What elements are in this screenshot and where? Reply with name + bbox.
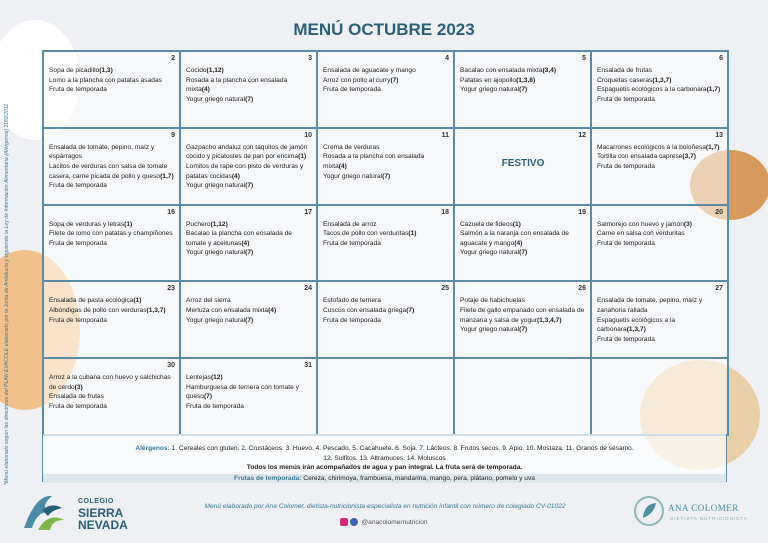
dish-text: Yogur griego natural bbox=[186, 316, 246, 324]
dish-line bbox=[49, 296, 175, 306]
allergen-codes: (4) bbox=[268, 306, 277, 314]
allergens-label: Alérgenos: bbox=[135, 445, 170, 452]
menu-day-cell bbox=[454, 205, 591, 282]
dish-line bbox=[597, 229, 723, 239]
day-number: 18 bbox=[441, 208, 449, 216]
menu-day-cell bbox=[317, 358, 454, 435]
allergen-codes: (1,12) bbox=[210, 220, 228, 228]
allergen-codes: (7) bbox=[519, 326, 528, 334]
day-number: 9 bbox=[171, 131, 175, 139]
dish-text: Merluza con ensalada mixta bbox=[186, 306, 269, 314]
menu-day-cell bbox=[591, 128, 728, 205]
allergen-codes: (7) bbox=[519, 86, 528, 94]
nutritionist-subtitle: DIETISTA NUTRICIONISTA bbox=[670, 516, 748, 521]
dish-text: Lacitos de verduras con salsa de tomate casera, carne picada de pollo y queso bbox=[49, 162, 168, 180]
dish-text: Sopa de picadillo bbox=[49, 67, 100, 74]
leaf-logo-icon bbox=[632, 494, 666, 528]
dish-text: Filete de gallo empanado con ensalada de manzana y salsa de yogur bbox=[460, 306, 585, 324]
school-logo-line2: SIERRA bbox=[78, 506, 124, 520]
dish-text: Patatas en ajopollo bbox=[460, 76, 517, 84]
dish-line bbox=[323, 220, 449, 230]
allergen-codes: (7) bbox=[390, 76, 399, 84]
dish-line bbox=[186, 306, 312, 316]
menu-day-cell bbox=[317, 128, 454, 205]
dish-text: Cocido bbox=[186, 67, 207, 74]
menu-day-cell bbox=[317, 281, 454, 358]
allergen-codes: (1) bbox=[133, 297, 142, 305]
day-number: 6 bbox=[719, 55, 723, 62]
dish-line bbox=[186, 229, 312, 248]
dish-text: Albóndigas de pollo con verduras bbox=[49, 306, 147, 314]
dish-text: Yogur griego natural bbox=[460, 249, 520, 257]
menu-day-cell bbox=[454, 51, 591, 128]
allergen-codes: (1,3) bbox=[99, 67, 113, 74]
dish-text: Fruta de temporada bbox=[323, 86, 381, 94]
menu-day-cell bbox=[454, 281, 591, 358]
day-number: 5 bbox=[582, 55, 586, 62]
menu-day-cell bbox=[454, 128, 591, 205]
dish-line bbox=[323, 152, 449, 171]
dish-line bbox=[597, 85, 723, 95]
dish-text: Hamburguesa de ternera con tomate y queso bbox=[186, 383, 299, 401]
dish-line bbox=[323, 239, 449, 249]
day-number: 16 bbox=[167, 208, 175, 216]
footer-credit: Menú elaborado por Ana Colomer, dietista-nutricionista especialista en nutrición infantil con número de colegiado CV-01022 bbox=[204, 503, 566, 510]
day-number: 17 bbox=[304, 208, 312, 216]
dish-text: Sopa de verduras y letras bbox=[49, 220, 125, 228]
dish-line bbox=[597, 239, 723, 249]
allergen-codes: (7) bbox=[245, 95, 254, 103]
dish-text: Tortilla con ensalada caprese bbox=[597, 153, 683, 161]
dish-text: Lomitos de rape con pisto de verduras y patatas cocidas bbox=[186, 162, 304, 180]
page-title: MENÚ OCTUBRE 2023 bbox=[293, 20, 475, 39]
dish-line bbox=[186, 373, 312, 383]
dish-line bbox=[460, 229, 586, 248]
menu-day-cell bbox=[454, 358, 591, 435]
dish-line bbox=[323, 66, 449, 76]
dish-line bbox=[49, 306, 175, 316]
dish-text: Salmorejo con huevo y jamón bbox=[597, 220, 684, 228]
dish-line bbox=[460, 306, 586, 325]
dish-line bbox=[186, 248, 312, 258]
day-number: 13 bbox=[715, 131, 723, 139]
allergen-codes: (4) bbox=[241, 239, 250, 247]
dish-line bbox=[186, 162, 312, 181]
allergen-codes: (3,4) bbox=[542, 67, 557, 74]
dish-line bbox=[49, 85, 175, 95]
mountain-logo-icon bbox=[22, 490, 66, 534]
dish-text: Yogur griego natural bbox=[186, 95, 246, 103]
menu-day-cell bbox=[43, 128, 180, 205]
day-number: 26 bbox=[578, 285, 586, 293]
dish-line bbox=[186, 95, 312, 105]
dish-line bbox=[186, 143, 312, 162]
allergen-codes: (7) bbox=[519, 249, 528, 257]
allergen-codes: (1) bbox=[124, 220, 133, 228]
dish-text: Gazpacho andaluz con taquitos de jamón cocido y picatostes de pan por encima bbox=[186, 143, 308, 161]
day-number: 20 bbox=[715, 208, 723, 216]
dish-text: Ensalada de frutas bbox=[49, 393, 104, 401]
allergens-line-2: 12. Sulfitos. 13. Altramuces. 14. Moluscos bbox=[323, 454, 446, 462]
menu-day-cell bbox=[43, 51, 180, 128]
menu-day-cell bbox=[591, 51, 728, 128]
dish-text: Fruta de temporada bbox=[49, 182, 107, 190]
dish-line bbox=[49, 402, 175, 412]
dish-text: Puchero bbox=[186, 220, 211, 228]
allergen-codes: (7) bbox=[245, 182, 254, 190]
dish-line bbox=[186, 383, 312, 402]
allergen-codes: (3) bbox=[74, 383, 83, 391]
dish-text: Arroz con pollo al curry bbox=[323, 76, 391, 84]
dish-line bbox=[186, 76, 312, 95]
dish-line bbox=[460, 85, 586, 95]
dish-line bbox=[323, 306, 449, 316]
dish-text: Bacalao con ensalada mixta bbox=[460, 67, 543, 74]
dish-text: Ensalada de tomate, pepino, maíz y espárragos bbox=[49, 143, 155, 161]
day-number: 30 bbox=[167, 362, 175, 370]
day-number: 11 bbox=[441, 131, 449, 139]
menu-day-cell bbox=[180, 51, 317, 128]
dish-text: Estofado de ternera bbox=[323, 297, 381, 305]
dish-text: Yogur griego natural bbox=[460, 326, 520, 334]
dish-text: Espaguetis ecológicos a la carbonara bbox=[597, 86, 707, 94]
dish-line bbox=[323, 76, 449, 86]
dish-text: Fruta de temporada bbox=[323, 239, 381, 247]
day-number: 10 bbox=[304, 131, 312, 139]
dish-line bbox=[49, 373, 175, 392]
allergen-codes: (7) bbox=[245, 249, 254, 257]
dish-line bbox=[460, 76, 586, 86]
dish-line bbox=[597, 316, 723, 335]
dish-line bbox=[49, 162, 175, 181]
dish-text: Filete de lomo con patatas y champiñones bbox=[49, 230, 173, 238]
dish-text: Ensalada de arroz bbox=[323, 220, 377, 228]
nutritionist-logo bbox=[632, 490, 760, 534]
allergens-line bbox=[43, 444, 726, 454]
dish-text: Tacos de pollo con verduritas bbox=[323, 230, 409, 238]
dish-line bbox=[597, 152, 723, 162]
dish-text: Ensalada de frutas bbox=[597, 67, 652, 74]
allergen-codes: (1,3,4,7) bbox=[536, 316, 562, 324]
allergen-codes: (1,3,7) bbox=[146, 306, 166, 314]
day-number: 19 bbox=[578, 208, 586, 216]
menu-day-cell bbox=[43, 281, 180, 358]
allergen-codes: (7) bbox=[406, 306, 415, 314]
menu-day-cell bbox=[180, 281, 317, 358]
allergen-codes: (1,7) bbox=[706, 86, 721, 94]
nutritionist-name: ANA COLOMER bbox=[668, 503, 739, 513]
dish-text: Lomo a la plancha con patatas asadas bbox=[49, 76, 162, 84]
dish-line bbox=[49, 316, 175, 326]
dish-line bbox=[460, 220, 586, 230]
allergen-codes: (1,12) bbox=[206, 67, 224, 74]
dish-line bbox=[49, 76, 175, 86]
dish-text: Ensalada de aguacate y mango bbox=[323, 67, 416, 74]
dish-line bbox=[186, 66, 312, 76]
dish-text: Cuscús con ensalada griega bbox=[323, 306, 407, 314]
dish-text: Rosada a la plancha con ensalada mixta bbox=[323, 153, 425, 170]
allergen-codes: (3,7) bbox=[682, 153, 696, 161]
dish-line bbox=[460, 325, 586, 335]
menu-day-cell bbox=[317, 51, 454, 128]
dish-text: Croquetas caseras bbox=[597, 76, 653, 84]
day-number: 25 bbox=[441, 285, 449, 293]
facebook-icon bbox=[350, 518, 358, 526]
dish-text: Fruta de temporada bbox=[597, 95, 655, 103]
dish-line bbox=[49, 392, 175, 402]
allergen-codes: (1,7) bbox=[705, 143, 720, 151]
allergen-codes: (1) bbox=[298, 153, 307, 161]
dish-text: Fruta de temporada bbox=[186, 402, 244, 410]
dish-text: Yogur griego natural bbox=[460, 86, 520, 94]
water-bread-note: Todos los menús irán acompañados de agua y pan integral. La fruta será de temporada. bbox=[246, 464, 523, 471]
dish-text: Fruta de temporada bbox=[49, 402, 107, 410]
allergen-codes: (12) bbox=[210, 374, 223, 382]
menu-day-cell bbox=[180, 358, 317, 435]
menu-day-cell bbox=[180, 205, 317, 282]
dish-line bbox=[323, 296, 449, 306]
menu-day-cell bbox=[317, 205, 454, 282]
dish-text: Rosada a la plancha con ensalada mixta bbox=[186, 76, 288, 94]
dish-text: Yogur griego natural bbox=[186, 182, 246, 190]
dish-line bbox=[186, 402, 312, 412]
dish-line bbox=[460, 296, 586, 306]
dish-text: Potaje de habichuelas bbox=[460, 297, 525, 305]
dish-text: Salmón a la naranja con ensalada de aguacate y mango bbox=[460, 230, 569, 247]
school-logo bbox=[22, 488, 142, 538]
dish-text: Fruta de temporada bbox=[49, 316, 107, 324]
instagram-icon bbox=[340, 518, 348, 526]
allergen-codes: (1,3,7) bbox=[626, 326, 646, 334]
day-number: 23 bbox=[167, 285, 175, 293]
allergen-codes: (1,3,8) bbox=[516, 76, 536, 84]
menu-day-cell bbox=[591, 358, 728, 435]
holiday-label: FESTIVO bbox=[501, 157, 545, 169]
dish-line bbox=[49, 229, 175, 239]
allergen-codes: (4) bbox=[231, 172, 240, 180]
dish-text: Fruta de temporada bbox=[597, 239, 655, 247]
dish-text: Ensalada de tomate, pepino, maíz y zanahoria rallada bbox=[597, 297, 703, 314]
menu-day-cell bbox=[43, 358, 180, 435]
allergen-codes: (3) bbox=[683, 220, 692, 228]
menu-day-cell bbox=[591, 205, 728, 282]
allergen-codes: (7) bbox=[382, 172, 391, 180]
dish-line bbox=[597, 335, 723, 345]
allergen-codes: (7) bbox=[203, 393, 213, 401]
dish-text: Fruta de temporada bbox=[323, 316, 381, 324]
dish-line bbox=[186, 296, 312, 306]
dish-text: Yogur griego natural bbox=[186, 249, 246, 257]
dish-text: Arroz a la cubana con huevo y salchichas de cerdo bbox=[49, 374, 171, 391]
dish-line bbox=[323, 143, 449, 153]
dish-text: Fruta de temporada bbox=[49, 239, 107, 247]
dish-text: Lentejas bbox=[186, 374, 211, 382]
dish-line bbox=[597, 95, 723, 105]
fruits-label: Frutas de temporada: bbox=[234, 474, 302, 482]
allergen-codes: (4) bbox=[201, 86, 210, 94]
day-number: 3 bbox=[308, 55, 312, 62]
fruits-text: Cereza, chirimoya, frambuesa, mandarina, mango, pera, plátano, pomelo y uva bbox=[301, 474, 535, 482]
dish-line bbox=[597, 143, 723, 153]
dish-line bbox=[597, 66, 723, 76]
allergen-codes: (1,3,7) bbox=[652, 76, 672, 84]
day-number: 2 bbox=[171, 55, 175, 62]
day-number: 27 bbox=[715, 285, 723, 293]
allergen-codes: (1) bbox=[512, 220, 521, 228]
dish-text: Fruta de temporada bbox=[49, 86, 107, 94]
day-number: 12 bbox=[578, 131, 586, 139]
dish-line bbox=[186, 316, 312, 326]
dish-line bbox=[49, 181, 175, 191]
dish-line bbox=[49, 220, 175, 230]
allergen-codes: (1) bbox=[408, 230, 417, 238]
dish-line bbox=[323, 85, 449, 95]
dish-text: Bacalao la plancha con ensalada de tomate y aceitunas bbox=[186, 230, 292, 247]
allergen-codes: (1,7) bbox=[160, 172, 174, 180]
dish-text: Arroz del sierra bbox=[186, 297, 231, 305]
menu-day-cell bbox=[43, 205, 180, 282]
dish-line bbox=[460, 248, 586, 258]
menu-day-cell bbox=[180, 128, 317, 205]
side-note: *Menú elaborado según las directrices del PLAN EVACOLE elaborado por la Junta de Andalucía y siguiendo la Ley de Información Alimentaria (Alérgenos) 1169/2011 bbox=[4, 103, 10, 485]
dish-line bbox=[186, 181, 312, 191]
dish-text: Carne en salsa con verduritas bbox=[597, 230, 685, 238]
dish-line bbox=[49, 239, 175, 249]
menu-grid bbox=[42, 50, 729, 436]
day-number: 24 bbox=[304, 285, 312, 293]
dish-text: Espaguetis ecológicos a la carbonara bbox=[597, 316, 676, 334]
dish-line bbox=[49, 66, 175, 76]
dish-line bbox=[597, 162, 723, 172]
allergen-codes: (4) bbox=[514, 239, 523, 247]
dish-text: Fruta de temporada bbox=[597, 162, 655, 170]
allergens-text: 1. Cereales con gluten. 2. Crustáceos. 3. Huevo. 4. Pescado. 5. Cacahuete. 6. Soja. 7. Lácteos. 8. Frutos secos. 9. Apio. 10. Mostaza. 11. Granos de sésamo. bbox=[169, 445, 634, 452]
legend-box bbox=[42, 434, 727, 482]
social-handle: @anacolomernutricion bbox=[361, 518, 428, 526]
dish-line bbox=[186, 220, 312, 230]
dish-text: Crema de verduras bbox=[323, 143, 380, 151]
allergen-codes: (4) bbox=[338, 162, 347, 170]
dish-line bbox=[597, 76, 723, 86]
fruits-line bbox=[43, 474, 726, 484]
dish-text: Cazuela de fideos bbox=[460, 220, 513, 228]
day-number: 31 bbox=[304, 362, 312, 370]
dish-text: Fruta de temporada bbox=[597, 335, 655, 343]
dish-text: Yogur griego natural bbox=[323, 172, 383, 180]
dish-line bbox=[323, 229, 449, 239]
menu-day-cell bbox=[591, 281, 728, 358]
dish-text: Ensalada de pasta ecológica bbox=[49, 297, 134, 305]
school-logo-line3: NEVADA bbox=[78, 518, 128, 532]
dish-line bbox=[323, 172, 449, 182]
dish-line bbox=[49, 143, 175, 162]
allergen-codes: (7) bbox=[245, 316, 254, 324]
day-number: 4 bbox=[445, 55, 449, 62]
dish-line bbox=[597, 220, 723, 230]
dish-line bbox=[597, 296, 723, 315]
dish-line bbox=[323, 316, 449, 326]
dish-text: Macarrones ecológicos a la boloñesa bbox=[597, 143, 706, 151]
dish-line bbox=[460, 66, 586, 76]
school-logo-line1: COLEGIO bbox=[78, 498, 114, 505]
